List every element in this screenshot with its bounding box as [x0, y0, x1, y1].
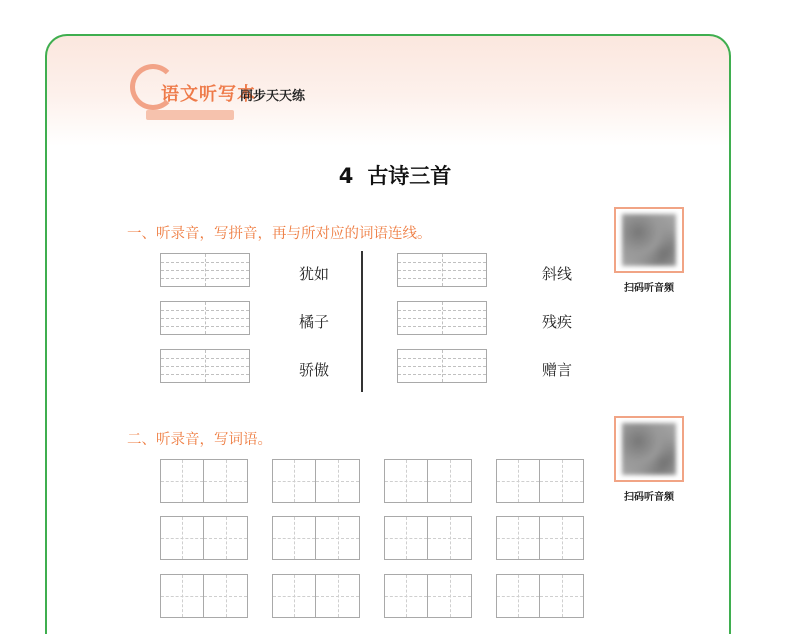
char-grid[interactable] — [272, 574, 360, 618]
char-grid[interactable] — [496, 459, 584, 503]
brand-title: 语文听写本 — [161, 84, 256, 105]
word-right-2: 残疾 — [542, 313, 573, 331]
brand-ribbon-decoration — [146, 110, 234, 120]
lesson-name: 古诗三首 — [367, 164, 452, 188]
lesson-title — [0, 160, 790, 190]
word-right-1: 斜线 — [542, 265, 573, 283]
pinyin-box[interactable] — [397, 349, 487, 383]
section-1-heading: 一、听录音，写拼音，再与所对应的词语连线。 — [127, 226, 432, 242]
char-grid[interactable] — [272, 459, 360, 503]
char-grid[interactable] — [384, 574, 472, 618]
word-left-2: 橘子 — [299, 313, 330, 331]
char-grid[interactable] — [160, 516, 248, 560]
lesson-number: 4 — [338, 164, 354, 188]
char-grid[interactable] — [272, 516, 360, 560]
section-2-heading: 二、听录音，写词语。 — [127, 432, 272, 448]
qr-image — [622, 423, 676, 475]
pinyin-box[interactable] — [160, 349, 250, 383]
char-grid[interactable] — [160, 574, 248, 618]
char-grid[interactable] — [496, 516, 584, 560]
qr-image — [622, 214, 676, 266]
char-grid[interactable] — [496, 574, 584, 618]
char-grid[interactable] — [384, 516, 472, 560]
pinyin-box[interactable] — [160, 301, 250, 335]
qr-code-1[interactable] — [614, 207, 684, 273]
pinyin-box[interactable] — [397, 301, 487, 335]
char-grid[interactable] — [384, 459, 472, 503]
pinyin-box[interactable] — [160, 253, 250, 287]
qr-label-1: 扫码听音频 — [624, 283, 674, 294]
qr-code-2[interactable] — [614, 416, 684, 482]
pinyin-box[interactable] — [397, 253, 487, 287]
word-left-1: 犹如 — [299, 265, 330, 283]
qr-label-2: 扫码听音频 — [624, 492, 674, 503]
word-left-3: 骄傲 — [299, 361, 330, 379]
brand-subtitle: 同步天天练 — [240, 89, 306, 104]
column-divider — [361, 251, 363, 392]
char-grid[interactable] — [160, 459, 248, 503]
word-right-3: 赠言 — [542, 361, 573, 379]
